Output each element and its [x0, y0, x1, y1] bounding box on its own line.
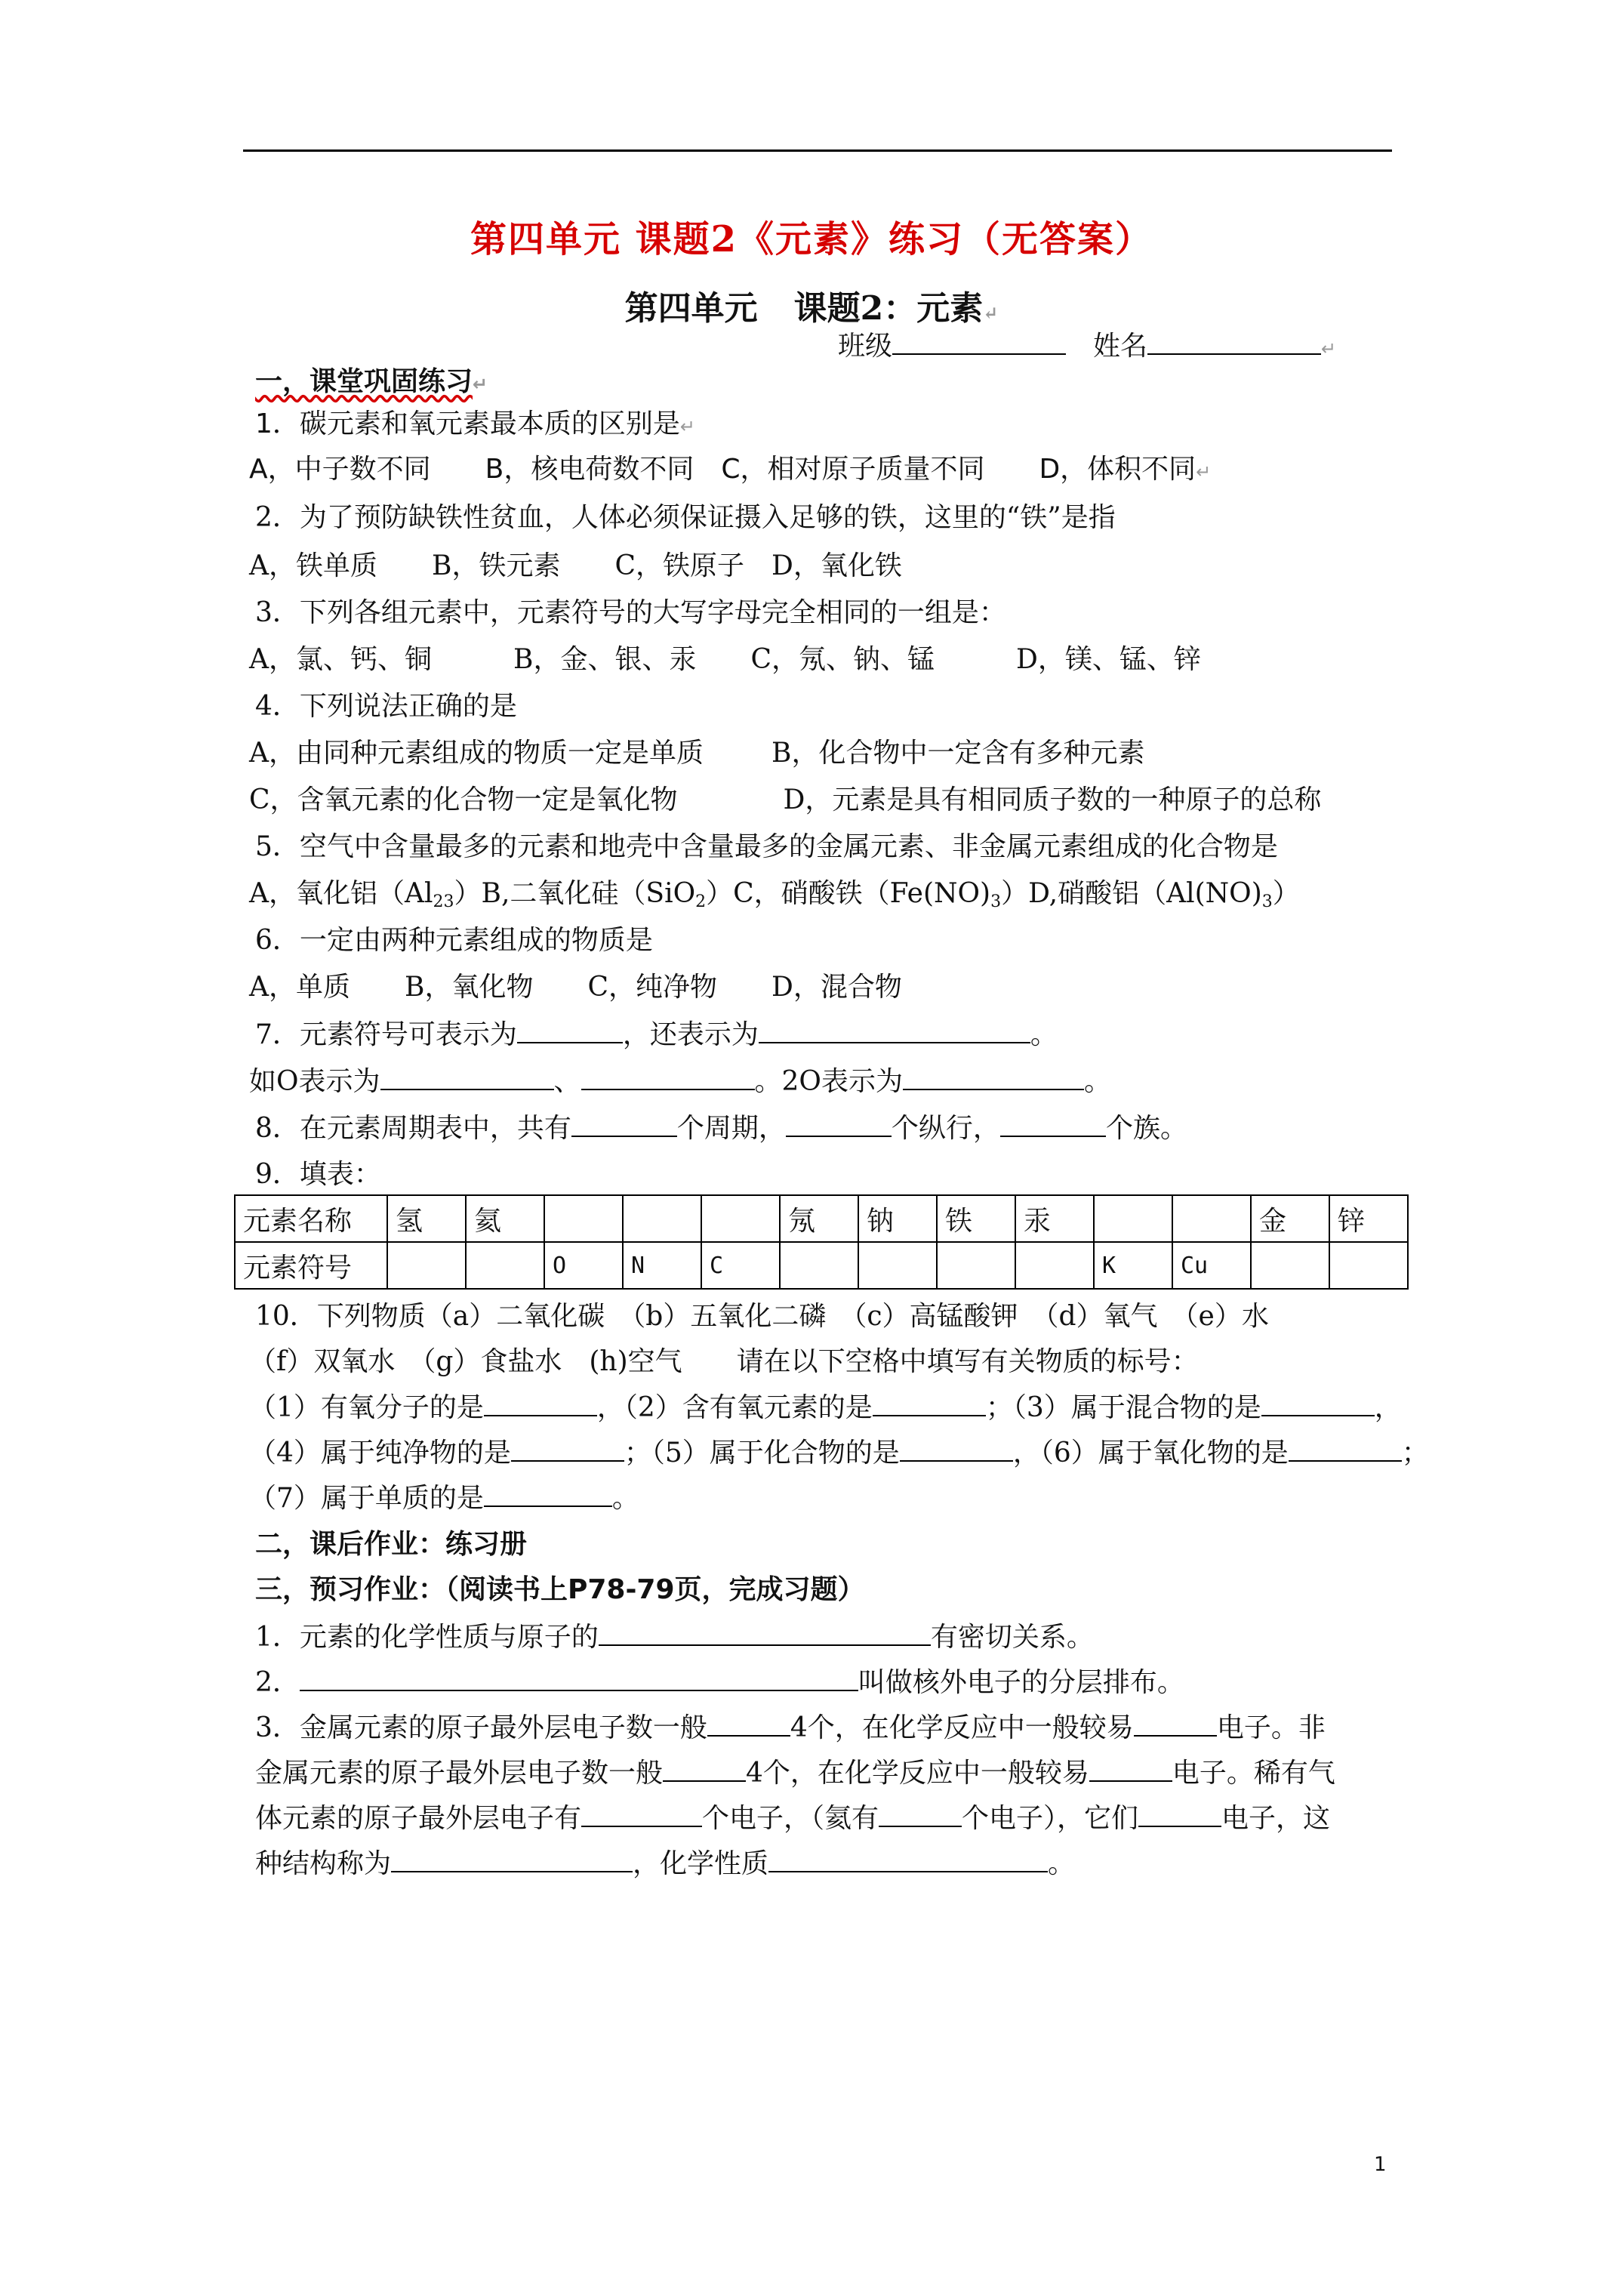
q7-line2: 如O表示为 、 。2O表示为 。	[249, 1066, 1111, 1097]
section3-heading: 三，预习作业：（阅读书上P78-79页，完成习题）	[255, 1574, 865, 1605]
q7-blank-3[interactable]	[380, 1065, 554, 1090]
q10-line4: （4）属于纯净物的是 ；（5）属于化合物的是 ，（6）属于氧化物的是 ；	[249, 1438, 1429, 1469]
q7-blank-1[interactable]	[517, 1018, 623, 1043]
q3-stem: 3．下列各组元素中，元素符号的大写字母完全相同的一组是：	[255, 597, 1006, 628]
q5-options: A，氧化铝$(Al_{23})B$,二氧化硅（SiO$_2$）C，硝酸铁$(Fe(NO)_3)D$,硝酸铝$(Al(NO)_3)$	[249, 878, 1300, 911]
p3-line2: 金属元素的原子最外层电子数一般 4个，在化学反应中一般较易 电子。稀有气	[255, 1758, 1335, 1789]
element-symbol-cell[interactable]	[1329, 1242, 1408, 1289]
element-name-cell: 钠	[858, 1195, 937, 1242]
q5-stem: 5．空气中含量最多的元素和地壳中含量最多的金属元素、非金属元素组成的化合物是	[255, 831, 1278, 862]
p3-blank-1[interactable]	[707, 1711, 790, 1737]
p3-blank-3[interactable]	[663, 1756, 746, 1782]
element-table	[234, 1194, 1409, 1290]
element-name-cell: 汞	[1015, 1195, 1094, 1242]
element-name-cell[interactable]	[701, 1195, 780, 1242]
p1-line: 1．元素的化学性质与原子的 有密切关系。	[255, 1622, 1094, 1653]
element-symbol-cell: O	[544, 1242, 623, 1289]
q1-stem: 1．碳元素和氧元素最本质的区别是↵	[255, 408, 696, 439]
q10-blank-6[interactable]	[1289, 1436, 1402, 1462]
q7-line1: 7．元素符号可表示为 ，还表示为 。	[255, 1019, 1058, 1050]
element-name-cell: 氢	[387, 1195, 466, 1242]
p2-line: 2． 叫做核外电子的分层排布。	[255, 1667, 1184, 1698]
element-symbol-cell: N	[623, 1242, 701, 1289]
class-name-line: 班级 姓名 ↵	[838, 325, 1336, 363]
row-label-symbol: 元素符号	[235, 1242, 387, 1289]
q7-blank-2[interactable]	[759, 1018, 1030, 1043]
element-symbol-cell[interactable]	[937, 1242, 1015, 1289]
q8-blank-2[interactable]	[786, 1111, 892, 1137]
element-name-cell: 氖	[780, 1195, 858, 1242]
element-symbol-cell[interactable]	[466, 1242, 544, 1289]
element-symbol-cell[interactable]	[1251, 1242, 1329, 1289]
element-symbol-row	[235, 1242, 1408, 1289]
q10-blank-5[interactable]	[900, 1436, 1013, 1462]
q1-options: A，中子数不同 B，核电荷数不同 C，相对原子质量不同 D，体积不同↵	[249, 454, 1212, 485]
q4-options-ab: A，由同种元素组成的物质一定是单质 B，化合物中一定含有多种元素	[249, 738, 1145, 769]
element-symbol-cell: Cu	[1172, 1242, 1251, 1289]
q10-line5: （7）属于单质的是 。	[249, 1483, 639, 1514]
element-name-cell: 铁	[937, 1195, 1015, 1242]
element-name-cell: 氦	[466, 1195, 544, 1242]
q8-blank-1[interactable]	[571, 1111, 677, 1137]
q6-options: A，单质 B，氧化物 C，纯净物 D，混合物	[249, 972, 902, 1003]
header-rule	[243, 149, 1392, 152]
p3-blank-5[interactable]	[581, 1801, 702, 1827]
element-name-cell[interactable]	[1172, 1195, 1251, 1242]
p3-blank-2[interactable]	[1134, 1711, 1217, 1737]
q3-options: A，氯、钙、铜 B，金、银、汞 C，氖、钠、锰 D，镁、锰、锌	[249, 644, 1201, 675]
element-name-cell: 锌	[1329, 1195, 1408, 1242]
q10-line2: （f）双氧水 （g）食盐水 (h)空气 请在以下空格中填写有关物质的标号：	[249, 1346, 1199, 1377]
subtitle-topic: 课题2：元素	[793, 289, 984, 328]
element-symbol-cell: K	[1094, 1242, 1172, 1289]
row-label-name: 元素名称	[235, 1195, 387, 1242]
q4-options-cd: C，含氧元素的化合物一定是氧化物 D，元素是具有相同质子数的一种原子的总称	[249, 784, 1322, 815]
q4-stem: 4．下列说法正确的是	[255, 691, 517, 722]
q10-blank-7[interactable]	[484, 1481, 612, 1507]
q10-blank-3[interactable]	[1261, 1391, 1375, 1416]
element-name-cell[interactable]	[1094, 1195, 1172, 1242]
q2-stem: 2．为了预防缺铁性贫血，人体必须保证摄入足够的铁，这里的“铁”是指	[255, 502, 1116, 533]
element-name-row	[235, 1195, 1408, 1242]
q8-blank-3[interactable]	[1000, 1111, 1106, 1137]
element-symbol-cell[interactable]	[780, 1242, 858, 1289]
q9-stem: 9．填表：	[255, 1159, 381, 1190]
q2-options: A，铁单质 B，铁元素 C，铁原子 D，氧化铁	[249, 550, 902, 581]
element-name-cell: 金	[1251, 1195, 1329, 1242]
p3-line4: 种结构称为 ，化学性质 。	[255, 1848, 1076, 1879]
q10-line1: 10．下列物质（a）二氧化碳 （b）五氧化二磷 （c）高锰酸钾 （d）氧气 （e）水	[255, 1301, 1269, 1332]
q8-line: 8．在元素周期表中，共有 个周期， 个纵行， 个族。	[255, 1113, 1187, 1144]
document-title: 第四单元 课题2《元素》练习（无答案）	[470, 218, 1153, 260]
q6-stem: 6．一定由两种元素组成的物质是	[255, 925, 653, 956]
q7-blank-4[interactable]	[581, 1065, 755, 1090]
subtitle-unit: 第四单元	[624, 289, 758, 328]
q10-blank-4[interactable]	[511, 1436, 624, 1462]
p3-blank-6[interactable]	[879, 1801, 962, 1827]
p3-line1: 3．金属元素的原子最外层电子数一般 4个，在化学反应中一般较易 电子。非	[255, 1712, 1326, 1743]
element-symbol-cell[interactable]	[858, 1242, 937, 1289]
class-label: 班级	[838, 331, 893, 362]
class-blank	[892, 328, 1066, 355]
element-symbol-cell: C	[701, 1242, 780, 1289]
element-name-cell[interactable]	[623, 1195, 701, 1242]
page-number: 1	[1374, 2153, 1387, 2176]
element-symbol-cell[interactable]	[1015, 1242, 1094, 1289]
q10-line3: （1）有氧分子的是 ，（2）含有氧元素的是 ；（3）属于混合物的是 ，	[249, 1392, 1402, 1423]
section2-heading: 二，课后作业：练习册	[255, 1529, 528, 1560]
section1-heading: 一，课堂巩固练习↵	[255, 366, 488, 397]
lesson-subtitle: 第四单元 课题2：元素↵	[624, 289, 999, 328]
p3-blank-7[interactable]	[1138, 1801, 1221, 1827]
element-name-cell[interactable]	[544, 1195, 623, 1242]
q10-blank-1[interactable]	[484, 1391, 597, 1416]
q10-blank-2[interactable]	[873, 1391, 986, 1416]
p3-blank-9[interactable]	[768, 1847, 1048, 1872]
p1-blank[interactable]	[599, 1620, 931, 1646]
element-symbol-cell[interactable]	[387, 1242, 466, 1289]
p2-blank[interactable]	[300, 1666, 858, 1691]
q7-blank-5[interactable]	[903, 1065, 1084, 1090]
p3-blank-4[interactable]	[1089, 1756, 1172, 1782]
name-label: 姓名	[1093, 331, 1148, 362]
p3-line3: 体元素的原子最外层电子有 个电子，（氦有 个电子），它们 电子，这	[255, 1803, 1331, 1834]
name-blank	[1147, 328, 1321, 355]
p3-blank-8[interactable]	[391, 1847, 633, 1872]
